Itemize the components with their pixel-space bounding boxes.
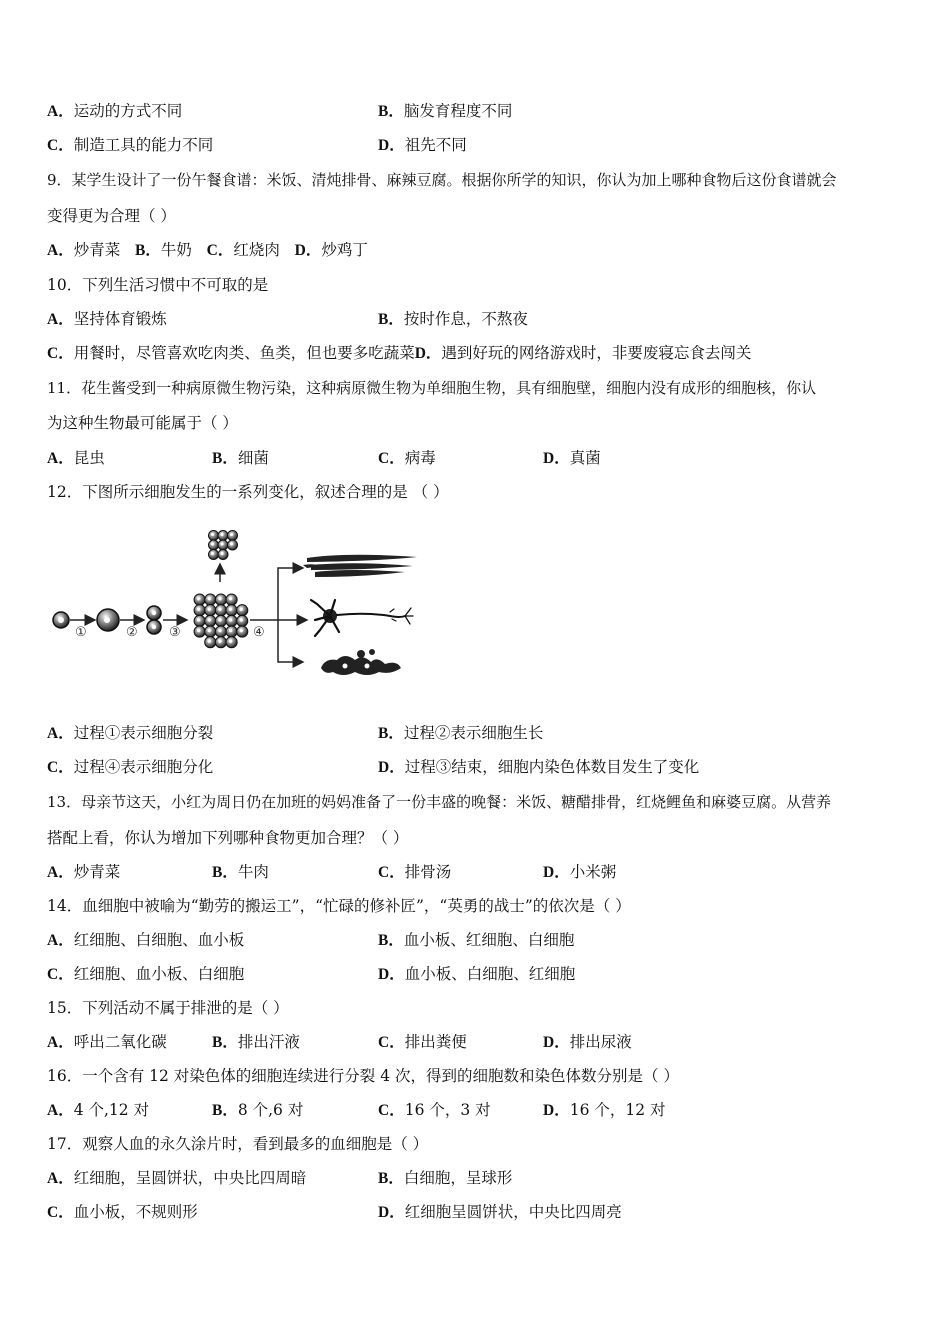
q11-stem-line2: 为这种生物最可能属于（ ）	[47, 414, 238, 432]
q10-option-a: A．坚持体育锻炼	[47, 310, 167, 328]
q11-option-d: D．真菌	[543, 449, 601, 467]
cell-nucleus	[208, 629, 211, 632]
q10-option-b: B．按时作息，不熬夜	[378, 310, 528, 328]
cell-cluster-top	[209, 531, 238, 560]
q13-stem-line1: 13．母亲节这天，小红为周日仍在加班的妈妈准备了一份丰盛的晚餐：米饭、糖醋排骨，红烧鲤鱼和麻婆豆腐。从营养	[47, 793, 832, 811]
q10-stem: 10．下列生活习惯中不可取的是	[47, 276, 269, 294]
cell-nucleus	[208, 618, 211, 621]
q13-option-c: C．排骨汤	[378, 863, 452, 881]
q14-stem: 14．血细胞中被喻为“勤劳的搬运工”，“忙碌的修补匠”，“英勇的战士”的依次是（ ）	[47, 897, 631, 915]
q14-option-d: D．血小板、白细胞、红细胞	[378, 965, 576, 983]
q13-stem-line2: 搭配上看，你认为增加下列哪种食物更加合理？（ ）	[47, 829, 409, 847]
cell-nucleus	[221, 543, 224, 546]
cell-nucleus	[208, 640, 211, 643]
step-label-2: ②	[126, 625, 138, 640]
q8-option-c: C．制造工具的能力不同	[47, 136, 214, 154]
cell-nucleus	[218, 629, 221, 632]
q12-option-c: C．过程④表示细胞分化	[47, 758, 214, 776]
q15-option-c: C．排出粪便	[378, 1033, 467, 1051]
cell-nucleus	[218, 608, 221, 611]
q9-options: A．炒青菜 B．牛奶 C．红烧肉 D．炒鸡丁	[47, 241, 368, 259]
cell-nucleus	[197, 629, 200, 632]
q16-option-c: C．16 个，3 对	[378, 1101, 491, 1119]
arrow-branch-top	[278, 568, 303, 620]
cell-nucleus	[208, 608, 211, 611]
q12-option-a: A．过程①表示细胞分裂	[47, 724, 214, 742]
arrow-branch-bottom	[278, 620, 303, 662]
q14-option-b: B．血小板、红细胞、白细胞	[378, 931, 575, 949]
step-label-4: ④	[253, 625, 265, 640]
cell-nucleus	[197, 597, 200, 600]
cell-division-figure	[45, 520, 425, 690]
cell-nucleus	[208, 597, 211, 600]
cell-nucleus	[211, 552, 214, 555]
cell-nucleus	[211, 543, 214, 546]
q17-option-a: A．红细胞，呈圆饼状，中央比四周暗	[47, 1169, 307, 1187]
cell-nucleus	[221, 533, 224, 536]
cell-nucleus	[218, 597, 221, 600]
cell-nucleus	[229, 640, 232, 643]
cell-nucleus	[218, 640, 221, 643]
two-cells	[147, 606, 161, 634]
cell-nucleus	[240, 618, 243, 621]
step-label-3: ③	[169, 625, 181, 640]
single-cell	[53, 612, 69, 628]
cell-nucleus	[211, 533, 214, 536]
q12-option-d: D．过程③结束，细胞内染色体数目发生了变化	[378, 758, 700, 776]
cell-nucleus	[197, 608, 200, 611]
cell-nucleus	[240, 629, 243, 632]
q17-option-d: D．红细胞呈圆饼状，中央比四周亮	[378, 1203, 622, 1221]
q17-stem: 17．观察人血的永久涂片时，看到最多的血细胞是（ ）	[47, 1135, 429, 1153]
q11-option-c: C．病毒	[378, 449, 436, 467]
q16-option-b: B．8 个,6 对	[212, 1101, 304, 1119]
q8-option-a: A．运动的方式不同	[47, 102, 183, 120]
q15-option-d: D．排出尿液	[543, 1033, 632, 1051]
cell-nucleus	[230, 543, 233, 546]
q14-option-a: A．红细胞、白细胞、血小板	[47, 931, 245, 949]
q16-option-d: D．16 个，12 对	[543, 1101, 666, 1119]
q8-option-b: B．脑发育程度不同	[378, 102, 513, 120]
q12-stem: 12．下图所示细胞发生的一系列变化，叙述合理的是 （ ）	[47, 483, 449, 501]
q16-stem: 16．一个含有 12 对染色体的细胞连续进行分裂 4 次，得到的细胞数和染色体数分别是（ ）	[47, 1067, 679, 1085]
q13-option-d: D．小米粥	[543, 863, 617, 881]
muscle-tissue	[303, 555, 417, 577]
q15-option-a: A．呼出二氧化碳	[47, 1033, 167, 1051]
q15-option-b: B．排出汗液	[212, 1033, 300, 1051]
cell-nucleus	[229, 608, 232, 611]
cell-mass	[194, 594, 248, 648]
q14-option-c: C．红细胞、血小板、白细胞	[47, 965, 245, 983]
cell-nucleus	[230, 533, 233, 536]
q11-option-a: A．昆虫	[47, 449, 105, 467]
q17-option-c: C．血小板，不规则形	[47, 1203, 198, 1221]
cell-nucleus	[218, 618, 221, 621]
cell-nucleus	[197, 618, 200, 621]
nerve-cell	[311, 600, 413, 636]
q15-stem: 15．下列活动不属于排泄的是（ ）	[47, 999, 289, 1017]
q13-option-b: B．牛肉	[212, 863, 269, 881]
q13-option-a: A．炒青菜	[47, 863, 121, 881]
step-label-1: ①	[75, 625, 87, 640]
q17-option-b: B．白细胞，呈球形	[378, 1169, 513, 1187]
q12-option-b: B．过程②表示细胞生长	[378, 724, 544, 742]
grown-cell	[97, 609, 119, 631]
epithelial-tissue	[321, 649, 401, 675]
q16-option-a: A．4 个,12 对	[47, 1101, 150, 1119]
q9-stem-line2: 变得更为合理（ ）	[47, 207, 176, 225]
cell-nucleus	[229, 618, 232, 621]
cell-nucleus	[221, 552, 224, 555]
q10-option-cd: C．用餐时，尽管喜欢吃肉类、鱼类，但也要多吃蔬菜D．遇到好玩的网络游戏时，非要废寝忘食去闯关	[47, 344, 752, 362]
q11-stem-line1: 11．花生酱受到一种病原微生物污染，这种病原微生物为单细胞生物，具有细胞壁，细胞内没有成形的细胞核，你认	[47, 379, 817, 397]
q11-option-b: B．细菌	[212, 449, 269, 467]
q9-stem-line1: 9．某学生设计了一份午餐食谱：米饭、清炖排骨、麻辣豆腐。根据你所学的知识，你认为加上哪种食物后这份食谱就会	[47, 171, 837, 189]
cell-nucleus	[229, 629, 232, 632]
q8-option-d: D．祖先不同	[378, 136, 467, 154]
cell-nucleus	[240, 608, 243, 611]
cell-nucleus	[229, 597, 232, 600]
